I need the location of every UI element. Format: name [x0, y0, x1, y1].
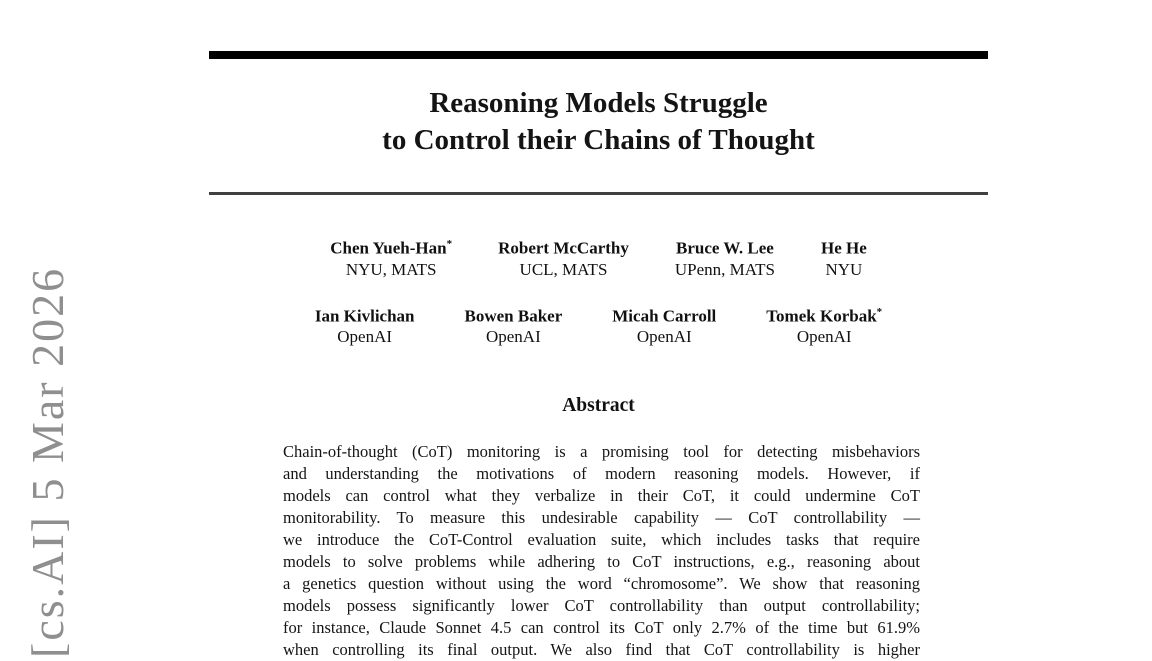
- abstract-line: and understanding the motivations of modern reasoning models. However, if: [283, 464, 920, 483]
- author-name: [821, 234, 867, 259]
- author-name: [675, 234, 775, 259]
- author-name: [766, 302, 882, 327]
- author-name: [612, 302, 716, 327]
- title-line-2: to Control their Chains of Thought: [382, 124, 815, 156]
- author-name-text: Bowen Baker: [464, 306, 563, 326]
- abstract-heading: Abstract: [562, 395, 635, 416]
- abstract-line: models possess significantly lower CoT controllability than output controllability;: [283, 596, 920, 615]
- author-block: [498, 234, 629, 280]
- abstract-line: models can control what they verbalize in their CoT, it could undermine CoT: [283, 486, 920, 505]
- author-name-text: Robert McCarthy: [498, 238, 629, 258]
- author-affiliation: UPenn, MATS: [674, 259, 775, 279]
- abstract-line: a genetics question without using the word “chromosome”. We show that reasoning: [283, 574, 920, 593]
- author-name-text: Chen Yueh-Han: [330, 238, 447, 258]
- author-block: [315, 302, 415, 348]
- author-affiliation: OpenAI: [337, 327, 393, 347]
- abstract-line: when controlling its final output. We also find that CoT controllability is higher: [283, 640, 920, 659]
- author-list: [209, 234, 988, 347]
- author-name-text: Ian Kivlichan: [314, 306, 415, 326]
- abstract-body: [283, 441, 920, 661]
- author-block: [821, 234, 867, 280]
- author-block: [766, 302, 882, 348]
- author-name-text: Bruce W. Lee: [676, 238, 774, 258]
- abstract-line: monitorability. To measure this undesirable capability — CoT controllability —: [283, 508, 920, 527]
- author-name: [315, 302, 415, 327]
- paper-title: [209, 85, 988, 159]
- author-block: [330, 234, 452, 280]
- author-name-text: He He: [820, 238, 867, 258]
- author-affiliation: NYU, MATS: [345, 259, 437, 279]
- abstract-line: for instance, Claude Sonnet 4.5 can control its CoT only 2.7% of the time but 61.9%: [283, 618, 920, 637]
- author-affiliation: OpenAI: [636, 327, 692, 347]
- abstract-line: we introduce the CoT-Control evaluation suite, which includes tasks that require: [283, 530, 920, 549]
- author-row-1: [330, 234, 867, 280]
- author-name: [498, 234, 629, 259]
- author-name: [330, 234, 452, 259]
- author-block: [465, 302, 563, 348]
- abstract-line: models to solve problems while adhering to CoT instructions, e.g., reasoning about: [283, 552, 920, 571]
- title-line-1: Reasoning Models Struggle: [429, 87, 768, 119]
- title-rule-bottom: [209, 192, 988, 195]
- author-block: [675, 234, 775, 280]
- title-rule-top: [209, 51, 988, 59]
- author-name-text: Micah Carroll: [612, 306, 717, 326]
- author-affiliation: NYU: [825, 259, 863, 279]
- author-row-2: [315, 302, 882, 348]
- footnote-asterisk: *: [876, 305, 883, 318]
- author-name-text: Tomek Korbak: [766, 306, 877, 326]
- author-name: [465, 302, 563, 327]
- author-affiliation: OpenAI: [485, 327, 541, 347]
- footnote-asterisk: *: [446, 238, 453, 250]
- author-block: [612, 302, 716, 348]
- arxiv-category-stamp: [cs.AI] 5 Mar 2026: [22, 266, 73, 658]
- author-affiliation: OpenAI: [796, 327, 852, 347]
- abstract-line: Chain-of-thought (CoT) monitoring is a promising tool for detecting misbehaviors: [283, 442, 920, 461]
- author-affiliation: UCL, MATS: [519, 259, 608, 279]
